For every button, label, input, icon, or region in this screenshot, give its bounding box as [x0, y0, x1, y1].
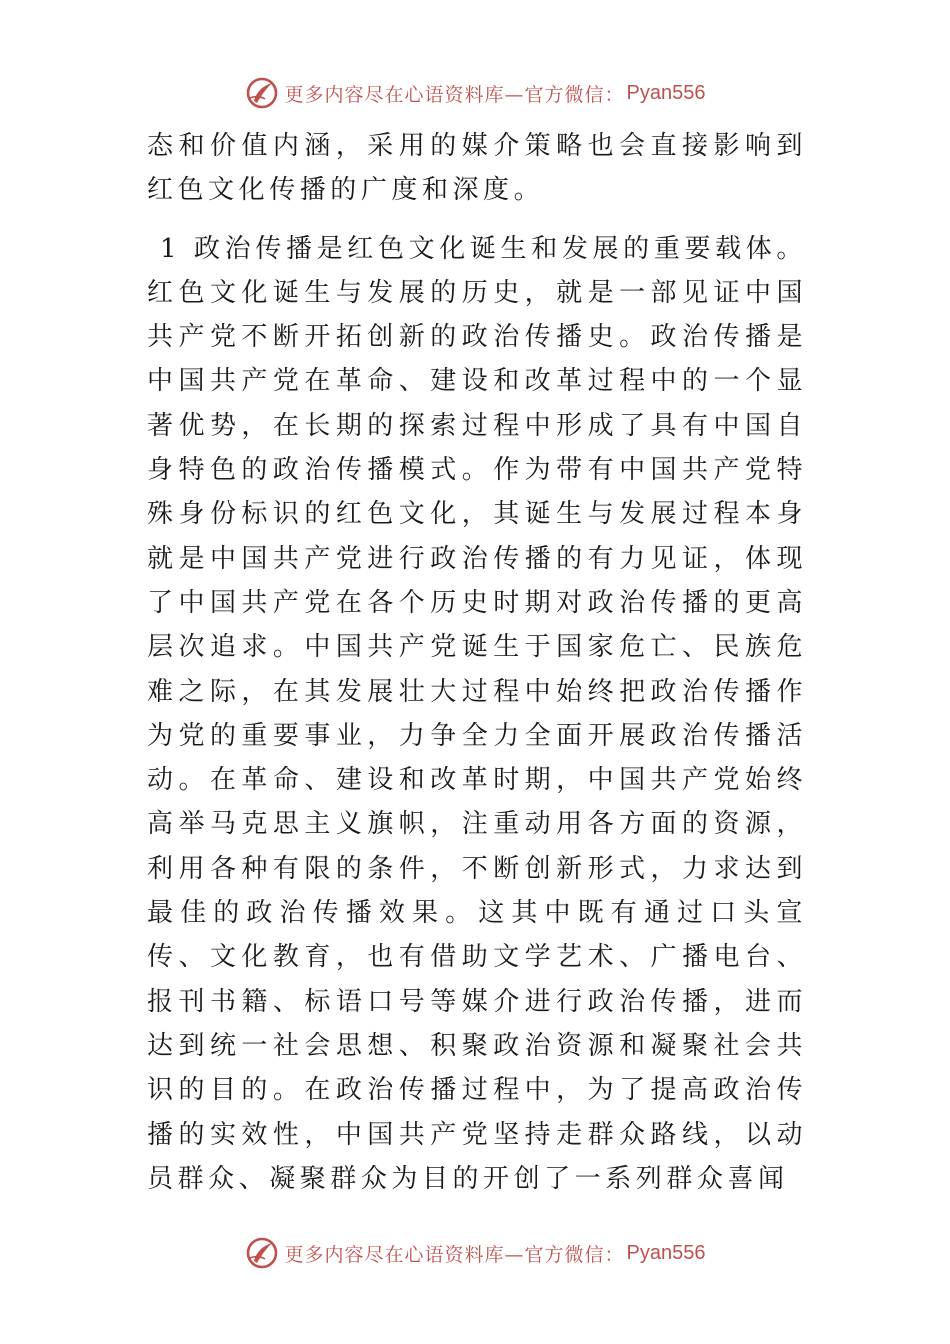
- document-body: [147, 124, 807, 1201]
- footer-watermark: [0, 1231, 950, 1275]
- watermark-text: 更多内容尽在心语资料库—官方微信：: [284, 83, 625, 106]
- brand-logo-icon: [245, 76, 279, 110]
- wechat-id: Pyan556: [626, 1241, 706, 1264]
- paragraph-continuation: 态和价值内涵，采用的媒介策略也会直接影响到红色文化传播的广度和深度。: [147, 131, 807, 206]
- brand-logo-icon: [245, 1236, 279, 1270]
- paragraph-political-communication: 1 政治传播是红色文化诞生和发展的重要载体。红色文化诞生与发展的历史，就是一部见证中国共产党不断开拓创新的政治传播史。政治传播是中国共产党在革命、建设和改革过程中的一个显著优势，在长期的探索过程中形成了具有中国自身特色的政治传播模式。作为带有中国共产党特殊身份标识的红色文化，其诞生与发展过程本身就是中国共产党进行政治传播的有力见证，体现了中国共产党在各个历史时期对政治传播的更高层次追求。中国共产党诞生于国家危亡、民族危难之际，在其发展壮大过程中始终把政治传播作为党的重要事业，力争全力全面开展政治传播活动。在革命、建设和改革时期，中国共产党始终高举马克思主义旗帜，注重动用各方面的资源，利用各种有限的条件，不断创新形式，力求达到最佳的政治传播效果。这其中既有通过口头宣传、文化教育，也有借助文学艺术、广播电台、报刊书籍、标语口号等媒介进行政治传播，进而达到统一社会思想、积聚政治资源和凝聚社会共识的目的。在政治传播过程中，为了提高政治传播的实效性，中国共产党坚持走群众路线，以动员群众、凝聚群众为目的开创了一系列群众喜闻: [147, 233, 807, 1194]
- header-watermark: [0, 71, 950, 115]
- watermark-text: 更多内容尽在心语资料库—官方微信：: [284, 1243, 625, 1266]
- wechat-id: Pyan556: [626, 81, 706, 104]
